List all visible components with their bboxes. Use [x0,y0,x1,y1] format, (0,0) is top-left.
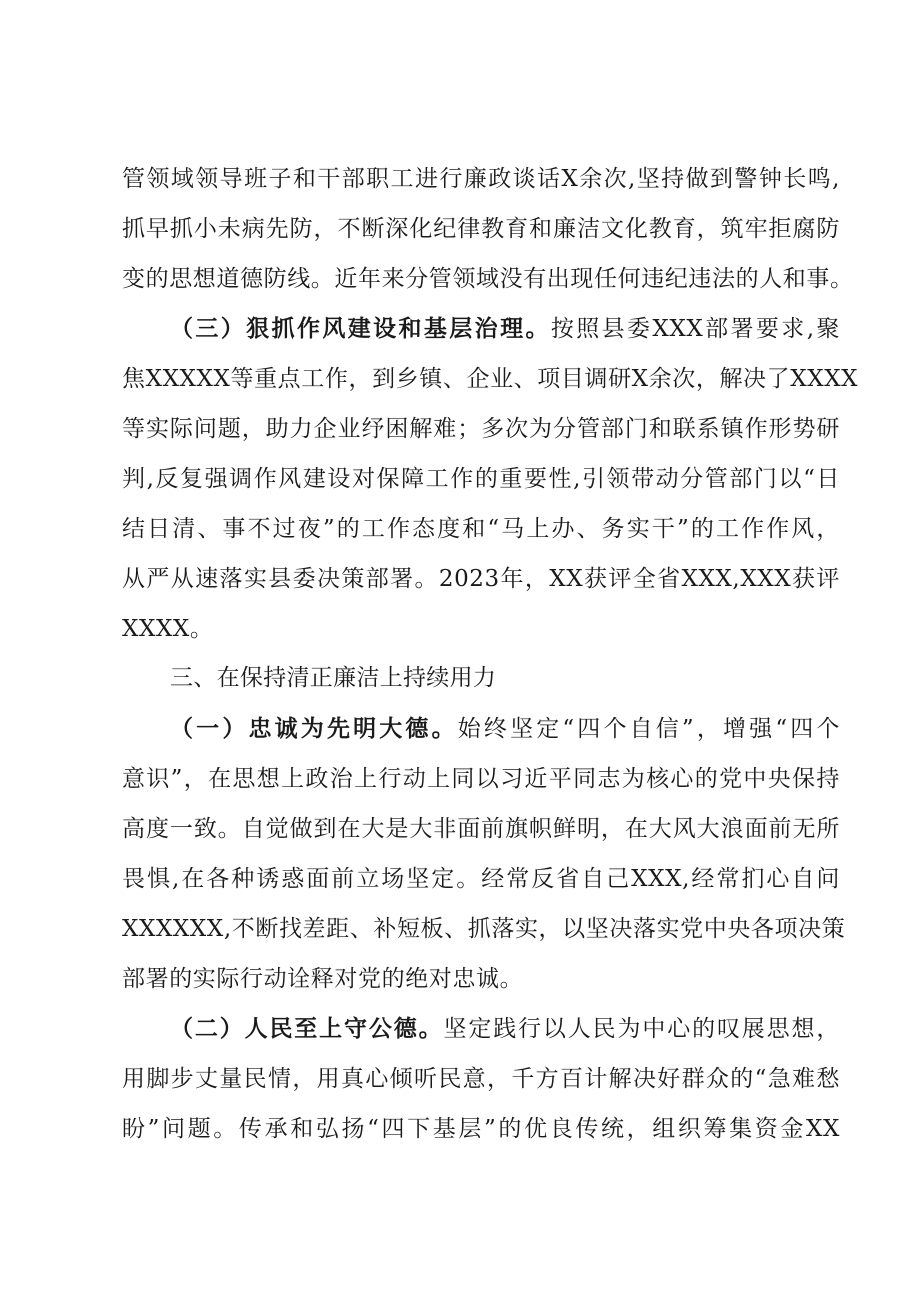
paragraph-3-line-6: 部署的实际行动诠释对党的绝对忠诚。 [122,966,524,992]
paragraph-1-line-1: 管领域领导班子和干部职工进行廉政谈话X余次,坚持做到警钟长鸣, [122,166,840,192]
paragraph-4-line-2: 用脚步丈量民情，用真心倾听民意，千方百计解决好群众的“急难愁 [122,1066,840,1092]
paragraph-3-lead: （一）忠诚为先明大德。 [170,716,458,742]
paragraph-3-line-4: 畏惧,在各种诱惑面前立场坚定。经常反省自己XXX,经常扪心自问 [122,866,840,892]
paragraph-4-lead: （二）人民至上守公德。 [170,1016,444,1042]
paragraph-2-line-4: 判,反复强调作风建设对保障工作的重要性,引领带动分管部门以“日 [122,466,840,492]
paragraph-3-line-1-rest: 始终坚定“四个自信”，增强“四个 [457,716,840,742]
paragraph-1-line-3: 变的思想道德防线。近年来分管领域没有出现任何违纪违法的人和事。 [122,266,854,292]
paragraph-2-line-3: 等实际问题，助力企业纾困解难；多次为分管部门和联系镇作形势研 [122,416,840,442]
paragraph-2-line-1 [170,306,840,352]
paragraph-4-line-3: 盼”问题。传承和弘扬“四下基层”的优良传统，组织筹集资金XX [122,1116,840,1142]
paragraph-3-line-1 [170,706,840,752]
paragraph-4-line-1-rest: 坚定践行以人民为中心的叹展思想， [443,1016,840,1042]
paragraph-2-line-1-rest: 按照县委XXX部署要求,聚 [550,316,840,342]
paragraph-2-line-7: XXXX。 [122,616,214,642]
paragraph-3-line-3: 高度一致。自觉做到在大是大非面前旗帜鲜明，在大风大浪面前无所 [122,816,840,842]
section-heading: 三、在保持清正廉洁上持续用力 [170,665,497,691]
paragraph-3-line-5: XXXXXX,不断找差距、补短板、抓落实，以坚决落实党中央各项决策 [122,916,846,942]
paragraph-1-line-2: 抓早抓小未病先防，不断深化纪律教育和廉洁文化教育，筑牢拒腐防 [122,216,840,242]
paragraph-2-line-6: 从严从速落实县委决策部署。2023年，XX获评全省XXX,XXX获评 [122,566,840,592]
paragraph-2-line-2: 焦XXXXX等重点工作，到乡镇、企业、项目调研X余次，解决了XXXX [122,366,859,392]
paragraph-2-line-5: 结日清、事不过夜”的工作态度和“马上办、务实干”的工作作风， [122,516,840,542]
paragraph-2-lead: （三）狠抓作风建设和基层治理。 [170,316,551,342]
paragraph-4-line-1 [170,1006,840,1052]
paragraph-3-line-2: 意识”，在思想上政治上行动上同以习近平同志为核心的党中央保持 [122,766,840,792]
